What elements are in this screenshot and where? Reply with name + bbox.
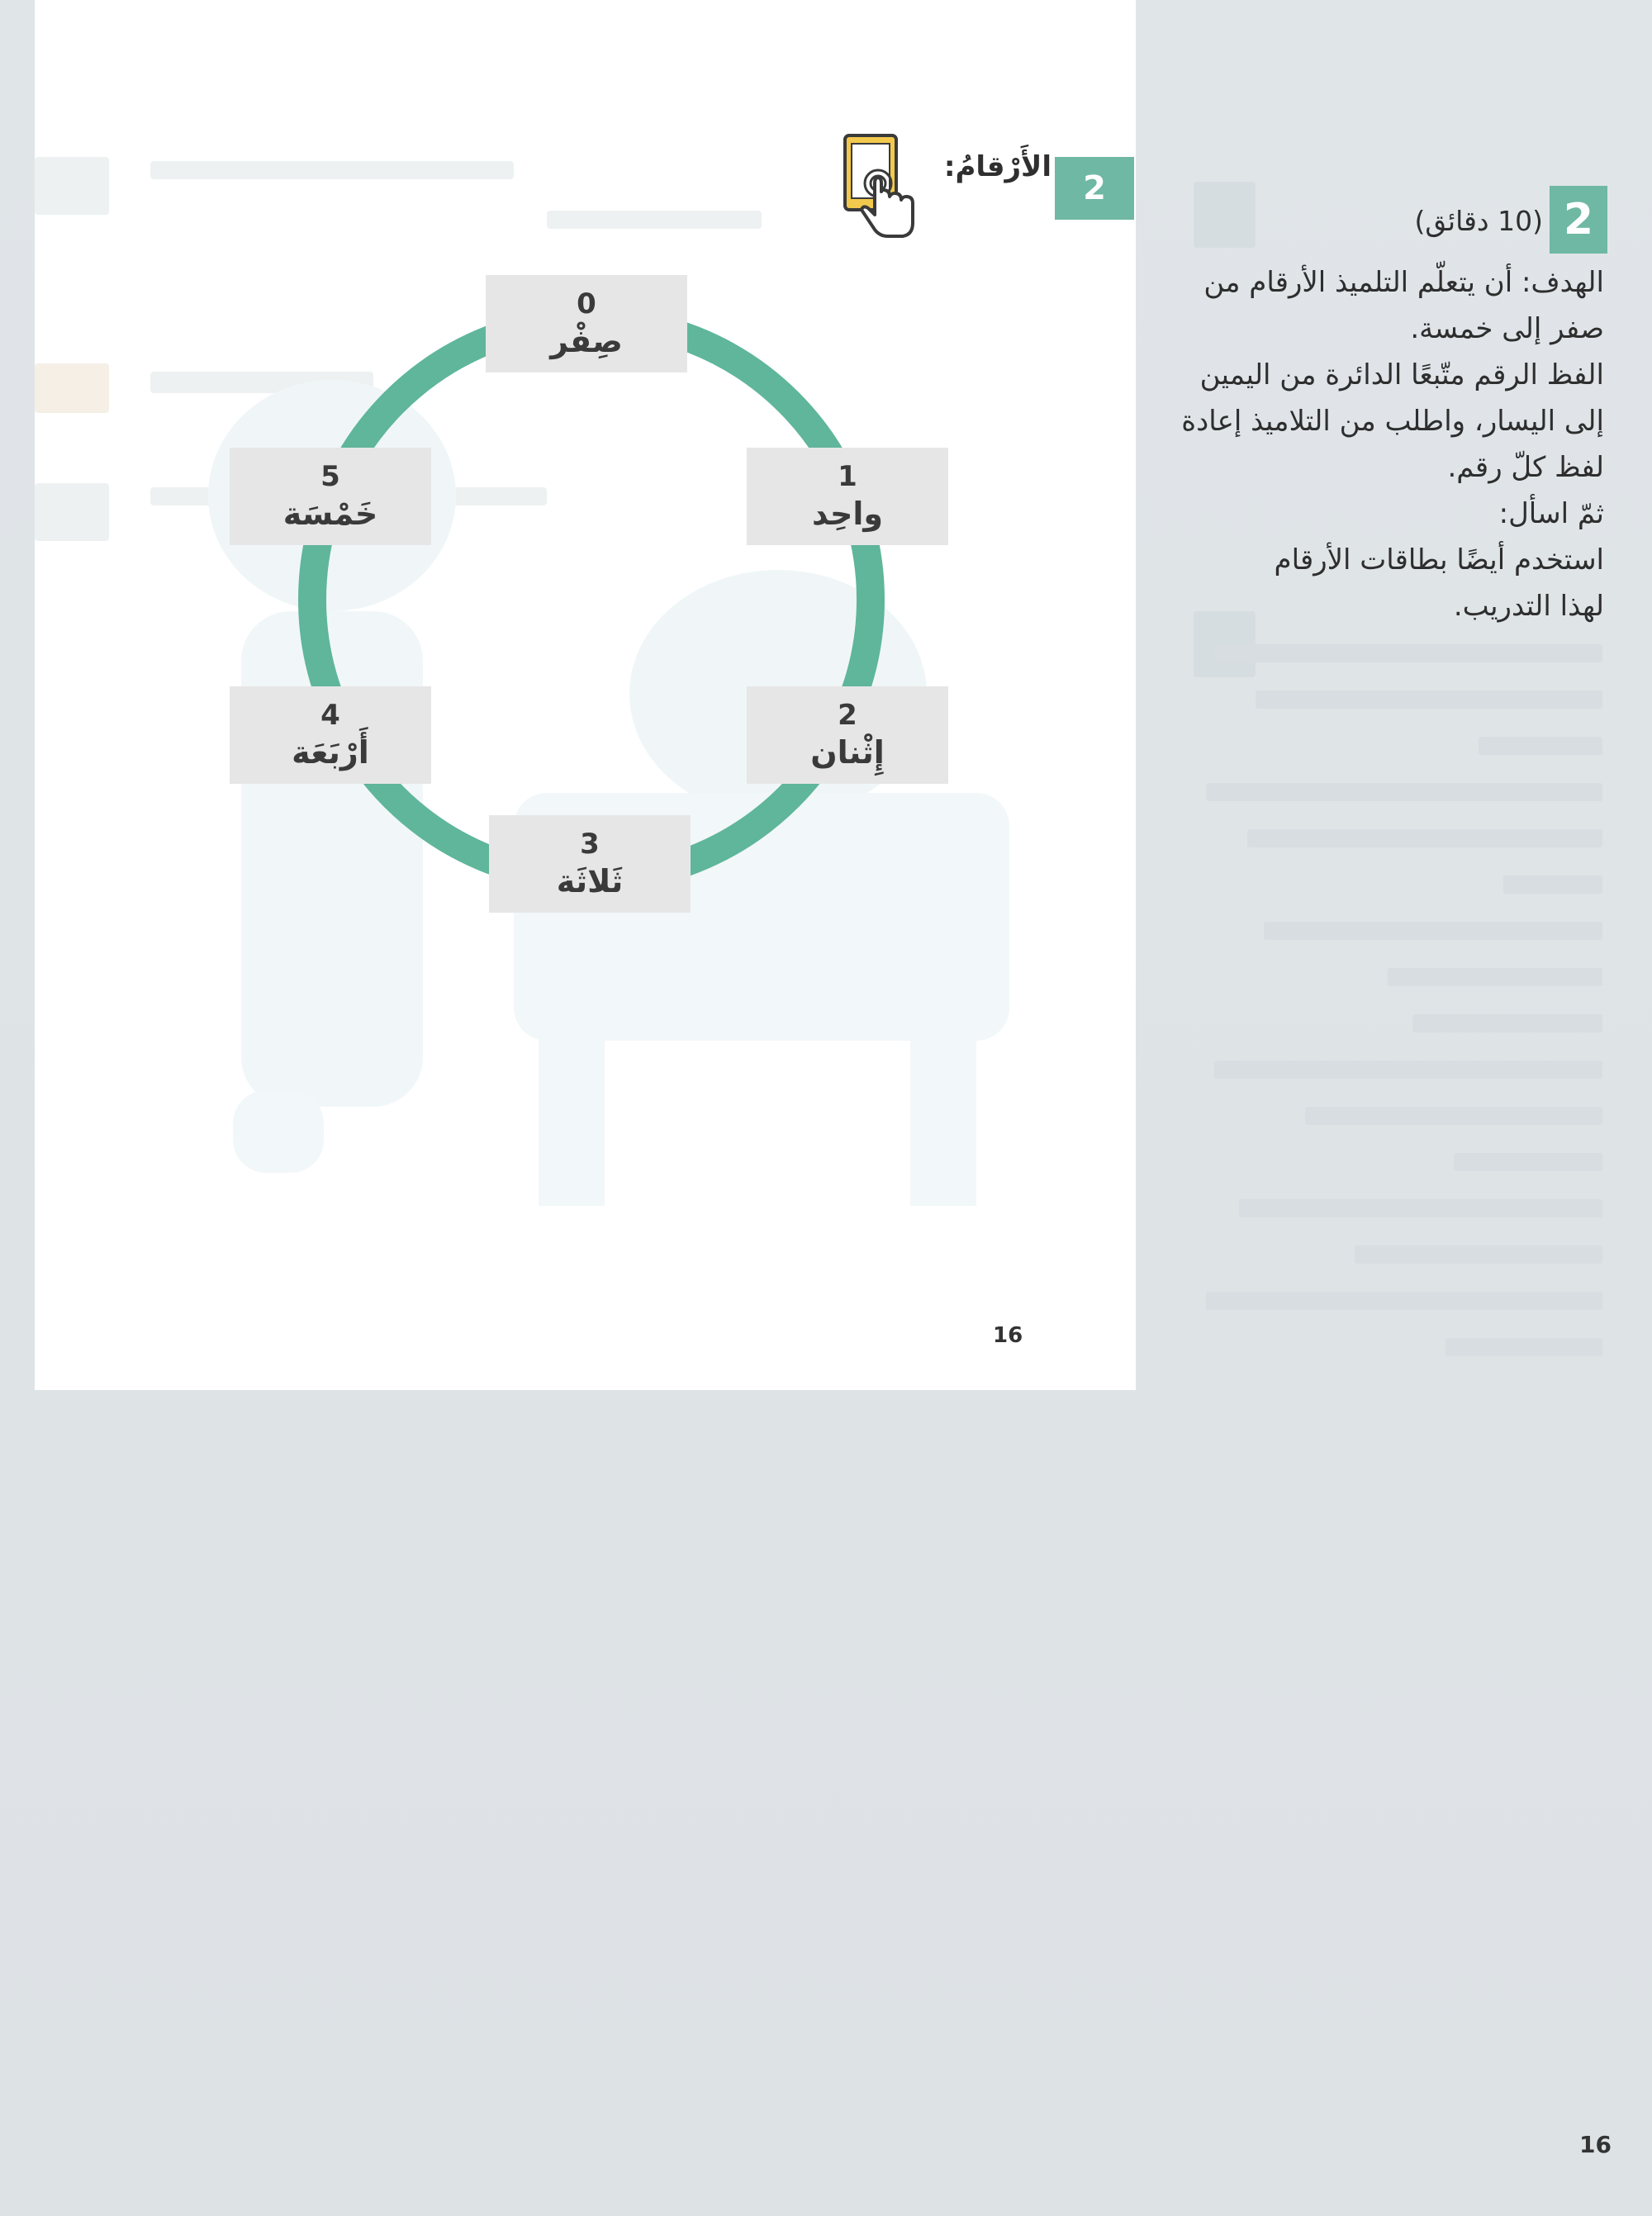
guide-line: لفظ كلّ رقم. bbox=[1447, 451, 1604, 484]
student-book-page bbox=[35, 0, 1136, 1390]
guide-line: الفظ الرقم متّبعًا الدائرة من اليمين bbox=[1199, 358, 1604, 391]
section-number-badge: 2 bbox=[1055, 157, 1134, 220]
number-word: خَمْسَة bbox=[282, 495, 378, 532]
number-digit: 3 bbox=[580, 828, 600, 861]
section-title: الأَرْقامُ: bbox=[943, 150, 1051, 183]
number-circle-ring bbox=[35, 0, 1136, 1390]
number-card-4 bbox=[230, 686, 431, 784]
guide-line: إلى اليسار، واطلب من التلاميذ إعادة bbox=[1181, 405, 1604, 438]
ghost-text-lines bbox=[1189, 644, 1602, 1384]
number-card-1 bbox=[747, 448, 948, 545]
guide-duration: (10 دقائق) bbox=[1414, 205, 1543, 237]
number-card-3 bbox=[489, 815, 691, 913]
number-digit: 0 bbox=[577, 287, 596, 320]
number-digit: 5 bbox=[320, 460, 340, 493]
number-card-2 bbox=[747, 686, 948, 784]
student-page-number: 16 bbox=[993, 1323, 1023, 1348]
guide-line: ثمّ اسأل: bbox=[1498, 497, 1604, 530]
number-word: صِفْر bbox=[550, 322, 623, 359]
number-digit: 4 bbox=[320, 699, 340, 732]
guide-instructions bbox=[1175, 259, 1604, 629]
number-word: أَرْبَعَة bbox=[292, 733, 369, 771]
guide-line: الهدف: أن يتعلّم التلميذ الأرقام من bbox=[1203, 266, 1604, 299]
number-word: ثَلاثَة bbox=[556, 862, 624, 899]
guide-line: صفر إلى خمسة. bbox=[1410, 312, 1604, 345]
number-card-5 bbox=[230, 448, 431, 545]
number-digit: 1 bbox=[838, 460, 857, 493]
number-word: إِثْنان bbox=[810, 733, 885, 771]
guide-section-number-badge: 2 bbox=[1550, 186, 1607, 254]
guide-line: استخدم أيضًا بطاقات الأرقام bbox=[1274, 543, 1604, 577]
number-digit: 2 bbox=[838, 699, 857, 732]
guide-page-number: 16 bbox=[1579, 2131, 1612, 2158]
guide-line: لهذا التدريب. bbox=[1453, 590, 1604, 623]
number-word: واحِد bbox=[812, 495, 883, 532]
ghost-badge bbox=[1194, 182, 1256, 248]
number-card-0 bbox=[486, 275, 687, 372]
